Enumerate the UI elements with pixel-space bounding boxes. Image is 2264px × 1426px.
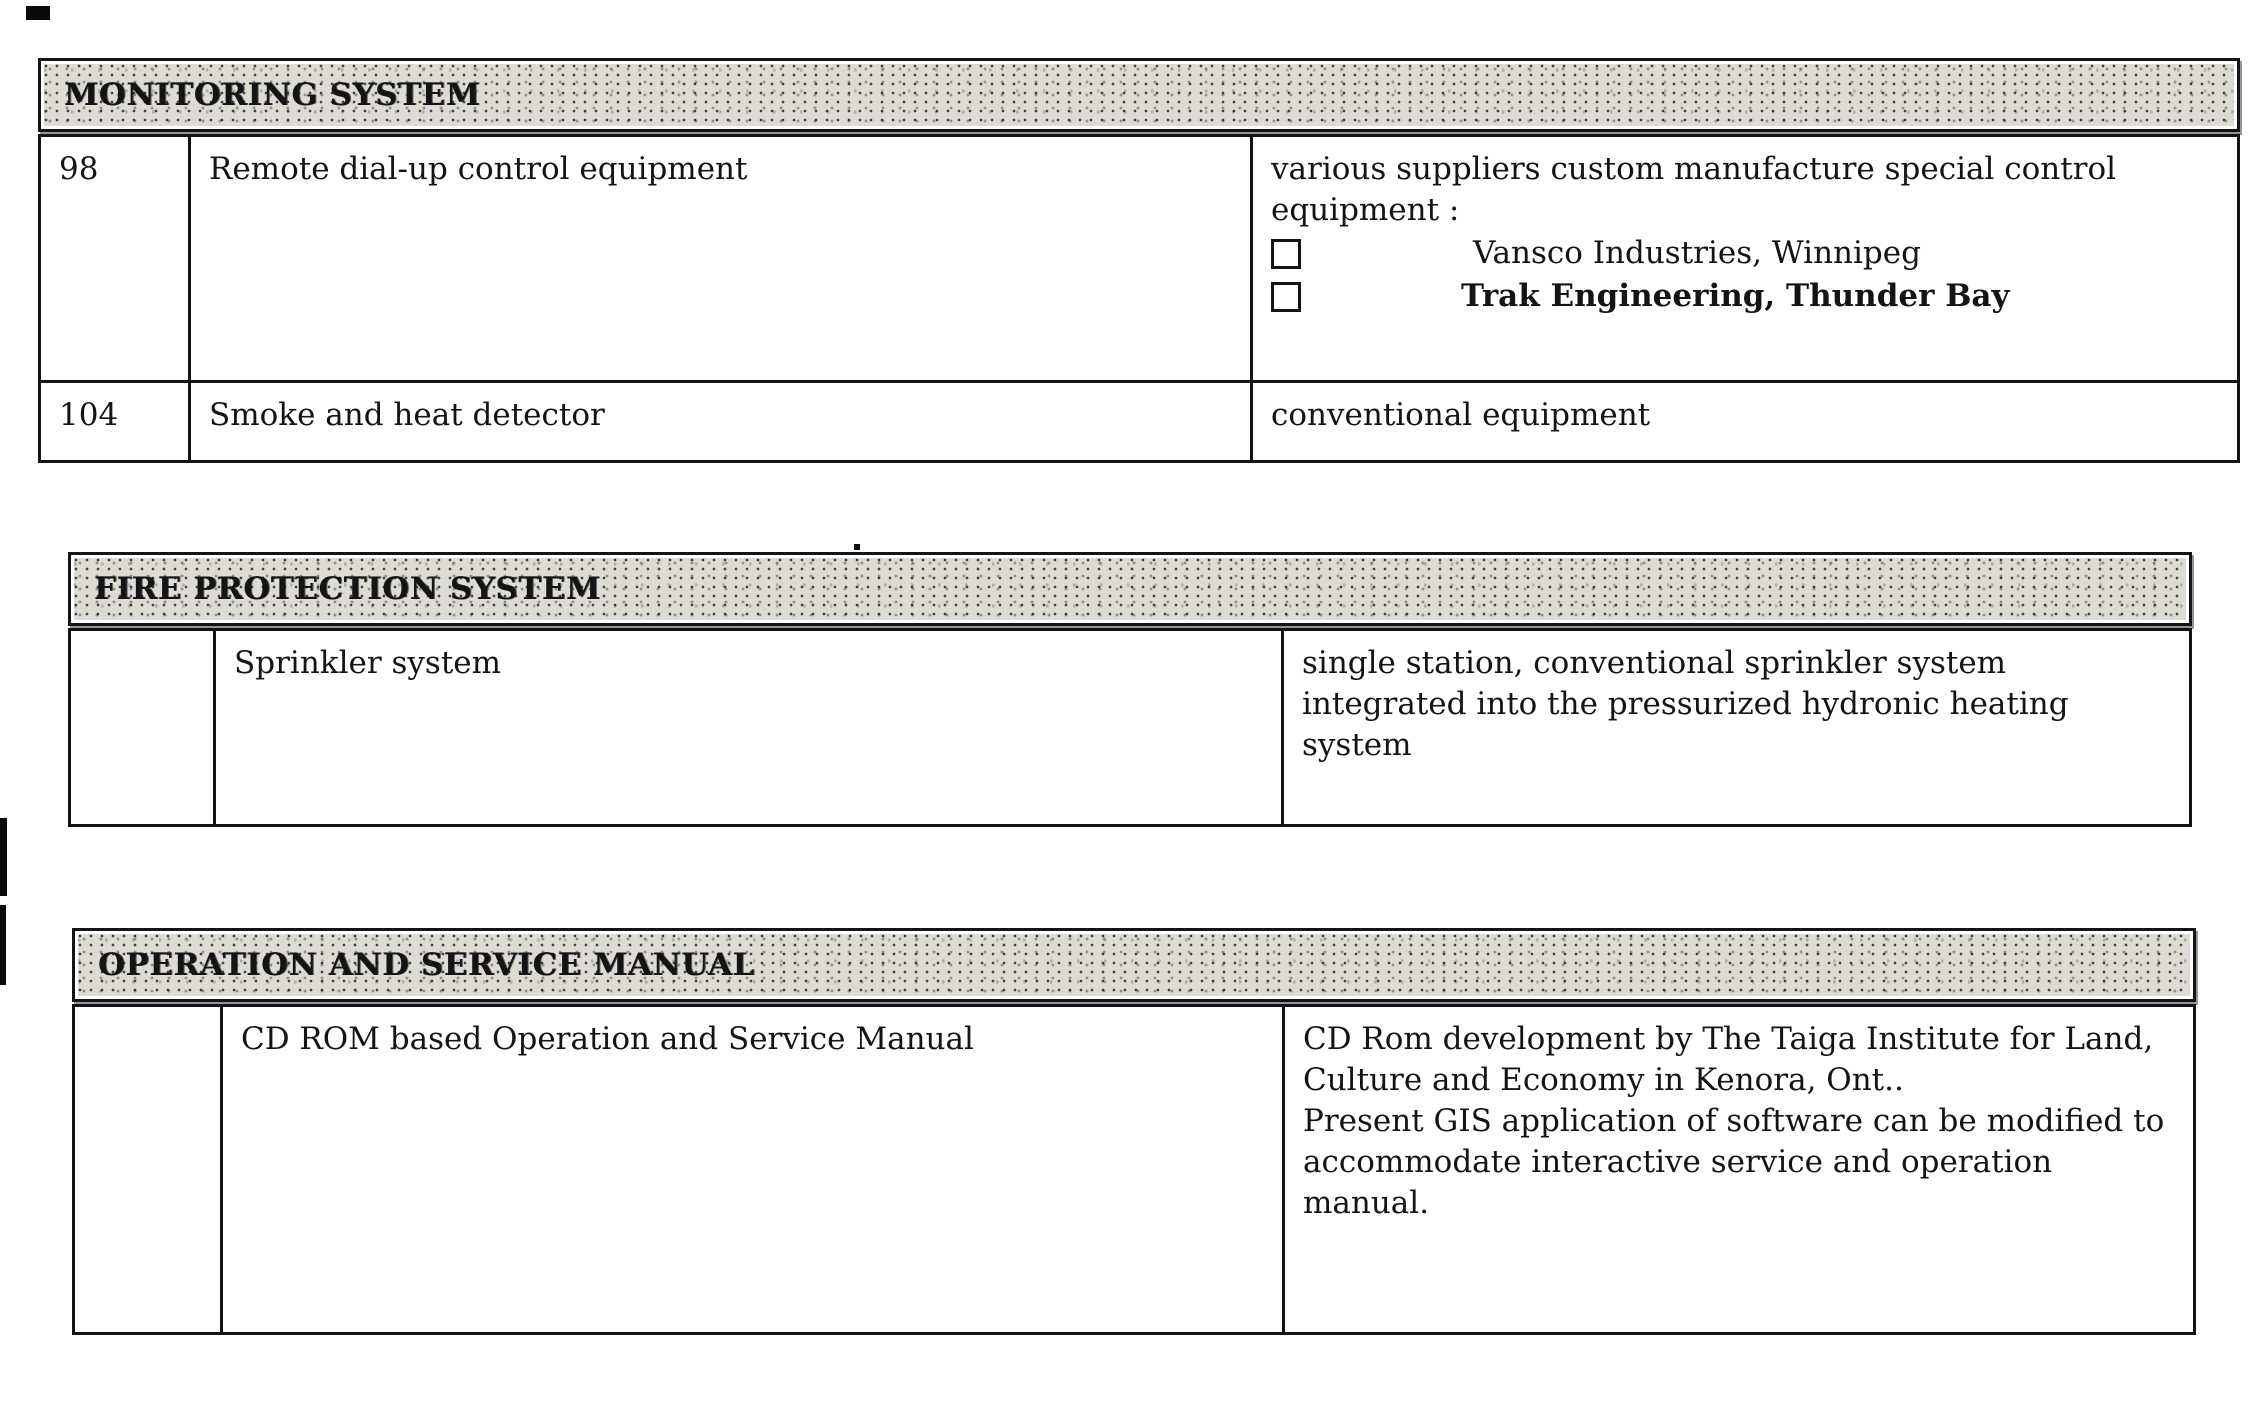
operation-manual-grid — [72, 1004, 2196, 1335]
supplier-name: Vansco Industries, Winnipeg — [1473, 234, 1921, 271]
scan-mark-left-edge-1 — [0, 818, 7, 896]
checkbox-icon — [1271, 282, 1301, 312]
operation-manual-table — [72, 928, 2196, 1335]
detail-cell — [1252, 136, 2239, 382]
table-row — [40, 382, 2239, 462]
item-label: Remote dial-up control equipment — [190, 136, 1252, 382]
item-label: CD ROM based Operation and Service Manual — [222, 1006, 1284, 1334]
checkbox-icon — [1271, 239, 1301, 269]
item-label: Sprinkler system — [215, 630, 1283, 826]
section-title: OPERATION AND SERVICE MANUAL — [98, 947, 755, 983]
fire-protection-table — [68, 552, 2192, 827]
item-label: Smoke and heat detector — [190, 382, 1252, 462]
supplier-name: Trak Engineering, Thunder Bay — [1461, 277, 2010, 314]
supplier-option — [1271, 276, 2219, 317]
scan-mark-top-left — [26, 6, 50, 20]
section-title: FIRE PROTECTION SYSTEM — [94, 571, 601, 607]
row-number — [70, 630, 215, 826]
operation-manual-header — [72, 928, 2196, 1002]
monitoring-system-header — [38, 58, 2240, 132]
fire-protection-grid — [68, 628, 2192, 827]
detail-intro: various suppliers custom manufacture special control equipment : — [1271, 151, 2117, 228]
row-number — [74, 1006, 222, 1334]
detail-cell: conventional equipment — [1252, 382, 2239, 462]
header-speckle-texture — [78, 934, 2190, 996]
detail-paragraph: CD Rom development by The Taiga Institute for Land, Culture and Economy in Kenora, Ont.. — [1303, 1021, 2154, 1098]
monitoring-system-table — [38, 58, 2240, 463]
scan-mark-left-edge-2 — [0, 905, 6, 985]
header-speckle-texture — [44, 64, 2234, 126]
detail-cell: single station, conventional sprinkler system integrated into the pressurized hydronic heating system — [1283, 630, 2191, 826]
detail-paragraph: Present GIS application of software can be modified to accommodate interactive service and operation manual. — [1303, 1102, 2165, 1221]
header-speckle-texture — [74, 558, 2186, 620]
row-number: 98 — [40, 136, 190, 382]
section-title: MONITORING SYSTEM — [64, 77, 481, 113]
monitoring-system-grid — [38, 134, 2240, 463]
table-row — [40, 136, 2239, 382]
scan-dot — [854, 544, 860, 550]
table-row — [74, 1006, 2195, 1334]
table-row — [70, 630, 2191, 826]
fire-protection-header — [68, 552, 2192, 626]
supplier-option — [1271, 233, 2219, 274]
row-number: 104 — [40, 382, 190, 462]
detail-cell — [1284, 1006, 2195, 1334]
